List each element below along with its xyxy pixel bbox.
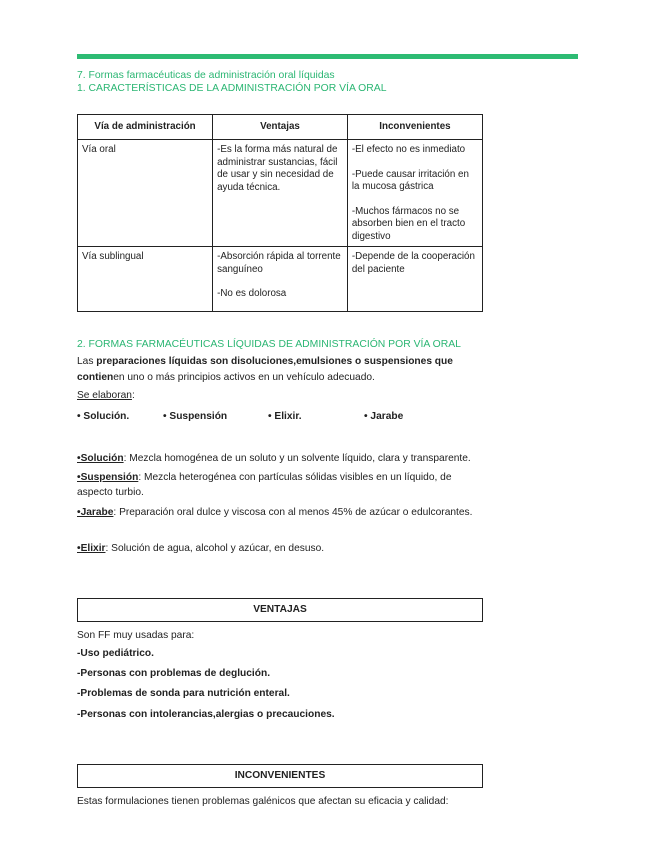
definition-solucion — [77, 451, 489, 466]
table-row — [78, 140, 483, 247]
term: •Suspensión — [77, 472, 139, 483]
table-header: Vía de administración — [78, 115, 213, 140]
type-item: • Solución. — [77, 411, 130, 422]
table-cell — [347, 140, 482, 247]
term: •Jarabe — [77, 507, 114, 518]
type-item: • Elixir. — [268, 411, 302, 422]
intro-text-end: en uno o más principios activos en un vehículo adecuado. — [113, 372, 375, 383]
table-row — [78, 247, 483, 312]
cell-text: -Muchos fármacos no se absorben bien en el tracto digestivo — [351, 205, 466, 242]
cell-text: -Absorción rápida al torrente sanguíneo — [217, 251, 341, 275]
table-header-row — [78, 115, 483, 140]
table-cell: Vía oral — [78, 140, 213, 247]
definition-text: : Preparación oral dulce y viscosa con al menos 45% de azúcar o edulcorantes. — [113, 507, 473, 518]
table-cell — [347, 247, 482, 312]
definition-text: : Solución de agua, alcohol y azúcar, en desuso. — [105, 543, 325, 554]
header-accent-bar — [77, 54, 578, 59]
cell-text: -Es la forma más natural de administrar sustancias, fácil de usar y sin necesidad de ayuda técnica. — [217, 144, 338, 193]
table-cell — [213, 140, 348, 247]
ventajas-intro: Son FF muy usadas para: — [77, 630, 195, 641]
cell-text: -Depende de la cooperación del paciente — [351, 251, 475, 275]
intro-bold-text: preparaciones líquidas son disoluciones,emulsiones o suspensiones que contien — [77, 356, 453, 383]
list-item: -Personas con problemas de deglución. — [77, 668, 271, 679]
se-elaboran-label: Se elaboran: — [77, 390, 135, 401]
section2-title: 2. FORMAS FARMACÉUTICAS LÍQUIDAS DE ADMINISTRACIÓN POR VÍA ORAL — [77, 339, 461, 350]
section2-intro — [77, 354, 487, 386]
table-header: Ventajas — [213, 115, 348, 140]
table-cell — [213, 247, 348, 312]
cell-text: -Puede causar irritación en la mucosa gástrica — [351, 168, 469, 192]
type-item: • Suspensión — [163, 411, 228, 422]
inconvenientes-box: INCONVENIENTES — [77, 764, 483, 788]
list-item: -Personas con intolerancias,alergias o precauciones. — [77, 709, 335, 720]
table-header: Inconvenientes — [347, 115, 482, 140]
definition-jarabe — [77, 505, 489, 520]
term: •Solución — [77, 453, 124, 464]
term: •Elixir — [77, 543, 106, 554]
list-item: -Uso pediátrico. — [77, 648, 154, 659]
table-cell: Vía sublingual — [78, 247, 213, 312]
definition-text: : Mezcla heterogénea con partículas sólidas visibles en un líquido, de aspecto turbio. — [77, 472, 452, 498]
definition-elixir — [77, 541, 489, 556]
comparison-table — [77, 114, 483, 312]
chapter-title: 7. Formas farmacéuticas de administración oral líquidas — [77, 70, 335, 81]
list-item: -Problemas de sonda para nutrición enteral. — [77, 688, 290, 699]
section1-title: 1. CARACTERÍSTICAS DE LA ADMINISTRACIÓN POR VÍA ORAL — [77, 83, 387, 94]
definition-suspension — [77, 470, 489, 500]
type-item: • Jarabe — [364, 411, 404, 422]
cell-text: -El efecto no es inmediato — [351, 144, 466, 155]
definition-text: : Mezcla homogénea de un soluto y un solvente líquido, clara y transparente. — [123, 453, 471, 464]
ventajas-box: VENTAJAS — [77, 598, 483, 622]
se-elaboran-text: Se elaboran — [77, 390, 132, 401]
intro-text: Las — [77, 356, 97, 367]
cell-text: -No es dolorosa — [217, 288, 287, 299]
inconvenientes-intro: Estas formulaciones tienen problemas galénicos que afectan su eficacia y calidad: — [77, 796, 449, 807]
